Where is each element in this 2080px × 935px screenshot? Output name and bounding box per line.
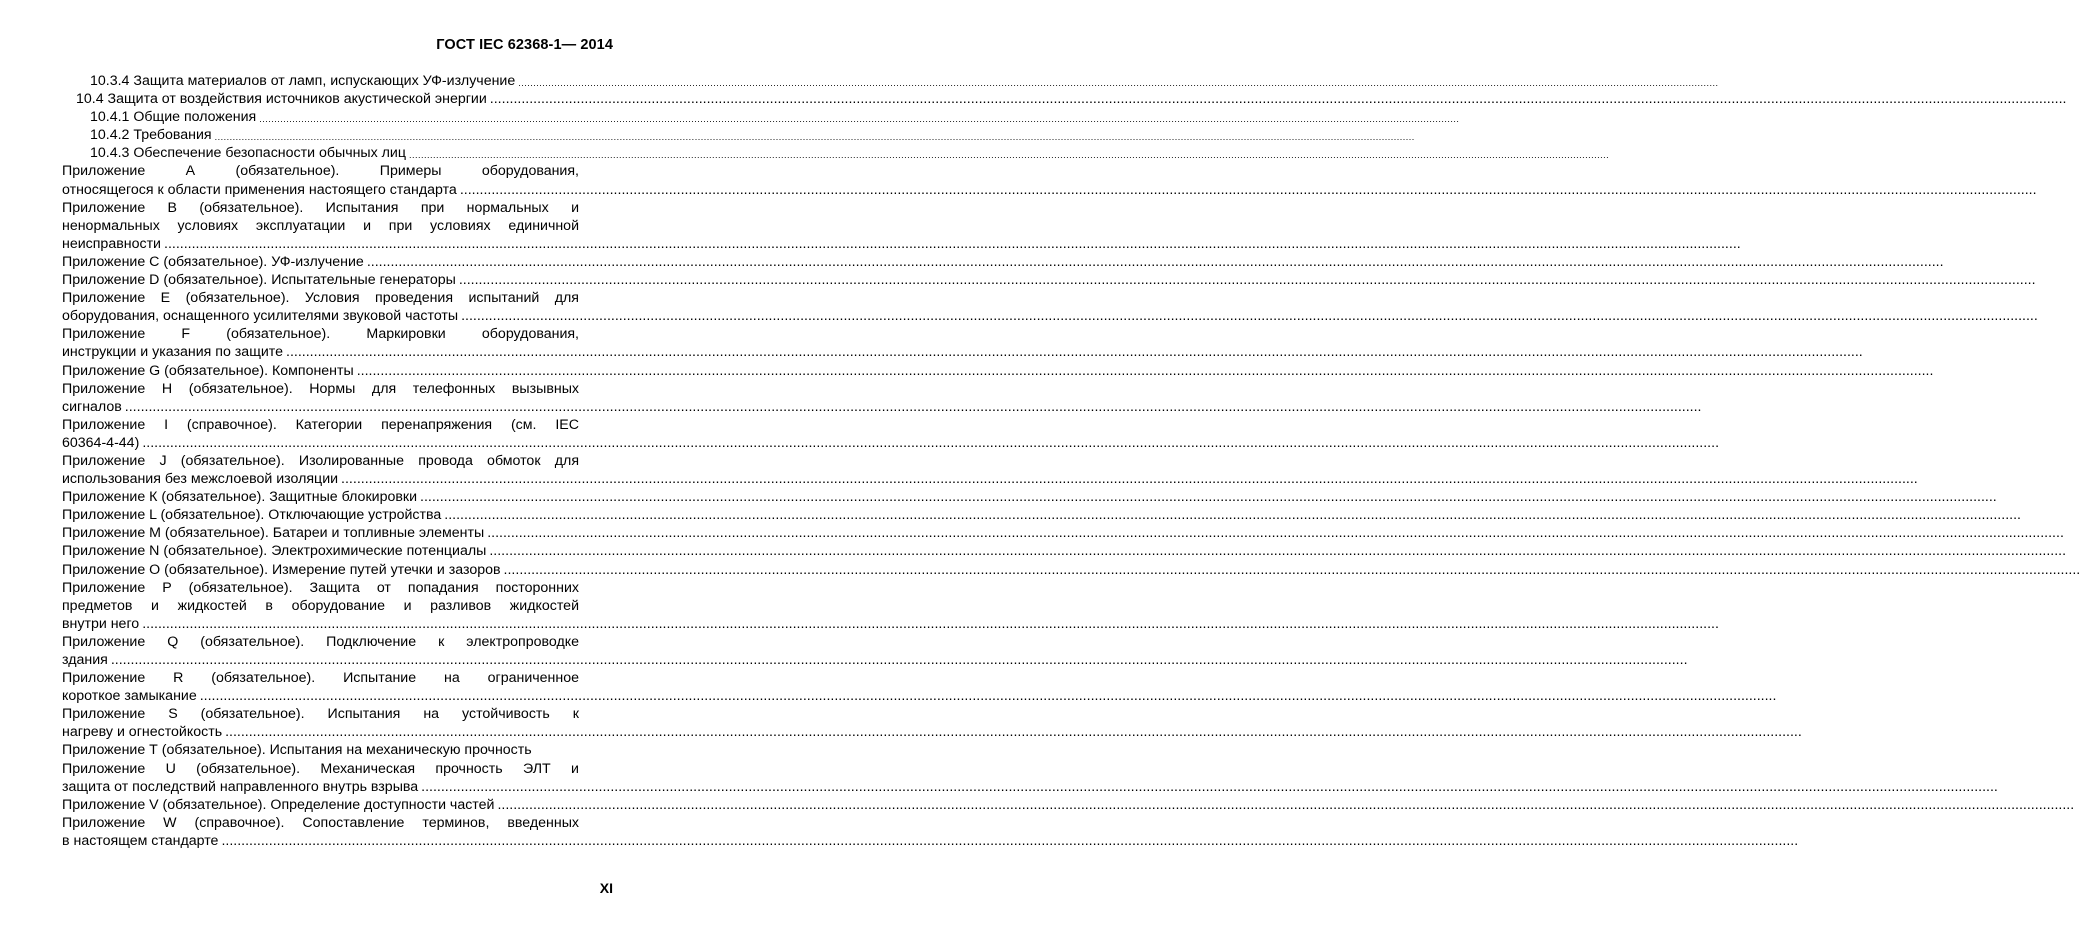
toc-entry	[62, 199, 1741, 253]
toc-entry-title-line: Приложение Р (обязательное). Защита от попадания посторонних	[62, 579, 579, 596]
toc-entry	[62, 814, 1799, 850]
toc-entry-title: Приложение N (обязательное). Электрохимические потенциалы	[62, 543, 487, 560]
dot-leader: ................................................................................................................................................................................................................................................................................................................................................................................................................	[420, 489, 1997, 506]
toc-entry-title-line: Приложение U (обязательное). Механическая прочность ЭЛТ и	[62, 760, 579, 777]
toc-entry-line	[62, 488, 1997, 506]
toc-entry-line	[62, 524, 2064, 542]
toc-entry	[62, 506, 2021, 524]
toc-entry	[62, 542, 2067, 560]
dot-leader: ................................................................................................................................................................................................................................................................................................................................................................................................................	[408, 150, 1610, 161]
dot-leader: ................................................................................................................................................................................................................................................................................................................................................................................................................	[497, 796, 2075, 813]
toc-entry-title-line: Приложение Е (обязательное). Условия проведения испытаний для	[62, 290, 579, 307]
dot-leader: ................................................................................................................................................................................................................................................................................................................................................................................................................	[221, 832, 1799, 849]
toc-entry-line	[62, 235, 1741, 253]
dot-leader: ................................................................................................................................................................................................................................................................................................................................................................................................................	[142, 615, 1719, 632]
dot-leader: ................................................................................................................................................................................................................................................................................................................................................................................................................	[142, 434, 1720, 451]
dot-leader: ................................................................................................................................................................................................................................................................................................................................................................................................................	[461, 308, 2038, 325]
dot-leader: ................................................................................................................................................................................................................................................................................................................................................................................................................	[366, 253, 1944, 270]
toc-entry-title: в настоящем стандарте	[62, 832, 219, 849]
toc-entry	[62, 325, 1863, 361]
toc-entry	[62, 741, 579, 759]
dot-leader: ................................................................................................................................................................................................................................................................................................................................................................................................................	[487, 525, 2064, 542]
toc-entry-title: Приложение L (обязательное). Отключающие устройства	[62, 507, 442, 524]
toc-entry	[62, 108, 1460, 126]
toc-entry	[62, 669, 1777, 705]
dot-leader: ................................................................................................................................................................................................................................................................................................................................................................................................................	[110, 652, 1688, 668]
dot-leader: ................................................................................................................................................................................................................................................................................................................................................................................................................	[164, 235, 1741, 252]
toc-entry-line	[62, 615, 1719, 633]
toc-entry-title: Приложение G (обязательное). Компоненты	[62, 362, 354, 379]
toc-entry-line	[62, 108, 1460, 126]
toc-entry	[62, 271, 2036, 289]
toc-entry-line	[62, 253, 1944, 271]
toc-entry	[62, 90, 2067, 108]
toc-entry	[62, 416, 1720, 452]
toc-entry-title: 10.4.3 Обеспечение безопасности обычных лиц	[90, 145, 406, 162]
toc-entry-title-line: Приложение S (обязательное). Испытания на устойчивость к	[62, 706, 579, 723]
toc-entry	[62, 362, 1934, 380]
toc-entry-title: короткое замыкание	[62, 688, 197, 705]
dot-leader: ................................................................................................................................................................................................................................................................................................................................................................................................................	[444, 507, 2021, 524]
toc-entry	[62, 289, 2038, 325]
toc-entry-line	[62, 181, 2037, 199]
toc-entry-title: Приложение О (обязательное). Измерение путей утечки и зазоров	[62, 561, 501, 578]
toc-entry-title-line: Приложение I (справочное). Категории перенапряжения (см. IEC	[62, 416, 579, 433]
toc-entry	[62, 380, 1702, 416]
toc-entry-title-line: Приложение Q (обязательное). Подключение к электропроводке	[62, 633, 579, 650]
dot-leader: ................................................................................................................................................................................................................................................................................................................................................................................................................	[518, 78, 1719, 89]
toc-entry-line	[62, 126, 1415, 144]
toc-entry-title: Приложение Т (обязательное). Испытания на механическую прочность	[62, 742, 532, 759]
toc-entry-title: сигналов	[62, 398, 122, 415]
dot-leader: ................................................................................................................................................................................................................................................................................................................................................................................................................	[341, 471, 1918, 488]
toc-entry-line	[62, 307, 2038, 325]
toc-entry	[62, 705, 1802, 741]
toc-entry-line	[62, 72, 1719, 90]
toc-entry-title: 10.4 Защита от воздействия источников акустической энергии	[76, 91, 487, 108]
dot-leader: ................................................................................................................................................................................................................................................................................................................................................................................................................	[503, 561, 2080, 578]
toc-entry-title-line: Приложение Н (обязательное). Нормы для телефонных вызывных	[62, 380, 579, 397]
toc-entry-title: 60364-4-44)	[62, 434, 140, 451]
toc-entry	[62, 488, 1997, 506]
toc-entry-title-line: Приложение W (справочное). Сопоставление терминов, введенных	[62, 814, 579, 831]
toc-entry	[62, 452, 1918, 488]
toc-entry-title-line: ненормальных условиях эксплуатации и при условиях единичной	[62, 217, 579, 234]
toc-entry-title: относящегося к области применения настоящего стандарта	[62, 181, 457, 198]
dot-leader: ................................................................................................................................................................................................................................................................................................................................................................................................................	[489, 543, 2067, 560]
toc-entry-title: 10.3.4 Защита материалов от ламп, испускающих УФ-излучение	[90, 73, 516, 89]
toc-entry	[62, 796, 2075, 814]
toc-entry-title-line: Приложение А (обязательное). Примеры оборудования,	[62, 163, 579, 180]
toc-entry-line	[62, 506, 2021, 524]
toc-entry-line	[62, 651, 1688, 669]
toc-entry-title: Приложение К (обязательное). Защитные блокировки	[62, 489, 418, 506]
toc-entry	[62, 579, 1719, 633]
dot-leader: ................................................................................................................................................................................................................................................................................................................................................................................................................	[489, 91, 2067, 108]
toc-entry	[62, 633, 1688, 669]
dot-leader: ................................................................................................................................................................................................................................................................................................................................................................................................................	[124, 398, 1702, 415]
toc-entry-title-line: Приложение F (обязательное). Маркировки оборудования,	[62, 326, 579, 343]
table-of-contents	[62, 72, 2080, 850]
toc-entry	[62, 162, 2037, 198]
dot-leader: ................................................................................................................................................................................................................................................................................................................................................................................................................	[421, 778, 1998, 795]
toc-entry	[62, 126, 1415, 144]
toc-entry-title: Приложение D (обязательное). Испытательные генераторы	[62, 272, 456, 289]
toc-entry-title: 10.4.2 Требования	[90, 127, 212, 144]
toc-entry-title: Приложение V (обязательное). Определение доступности частей	[62, 796, 495, 813]
toc-entry	[62, 72, 1719, 90]
toc-entry	[62, 524, 2064, 542]
toc-entry-line	[62, 832, 1799, 850]
toc-entry-title: внутри него	[62, 615, 140, 632]
toc-entry-line	[62, 90, 2067, 108]
dot-leader: ................................................................................................................................................................................................................................................................................................................................................................................................................	[459, 181, 2037, 198]
dot-leader: ................................................................................................................................................................................................................................................................................................................................................................................................................	[286, 344, 1863, 361]
toc-entry-line	[62, 687, 1777, 705]
toc-entry-title-line: Приложение J (обязательное). Изолированные провода обмоток для	[62, 452, 579, 469]
page-number: XI	[599, 880, 613, 896]
toc-entry-title-line: предметов и жидкостей в оборудование и разливов жидкостей	[62, 597, 579, 614]
toc-entry-line	[62, 362, 1934, 380]
dot-leader: ................................................................................................................................................................................................................................................................................................................................................................................................................	[199, 688, 1777, 705]
toc-entry-line	[62, 434, 1720, 452]
dot-leader: ................................................................................................................................................................................................................................................................................................................................................................................................................	[225, 724, 1802, 741]
toc-entry-title: использования без межслоевой изоляции	[62, 471, 339, 488]
toc-entry-line	[62, 144, 1610, 162]
document-header: ГОСТ IEC 62368-1— 2014	[436, 37, 613, 53]
dot-leader: ................................................................................................................................................................................................................................................................................................................................................................................................................	[259, 114, 1460, 125]
dot-leader: ................................................................................................................................................................................................................................................................................................................................................................................................................	[458, 272, 2036, 289]
toc-entry	[62, 253, 1944, 271]
toc-entry	[62, 144, 1610, 162]
toc-entry-title: оборудования, оснащенного усилителями звуковой частоты	[62, 308, 459, 325]
toc-entry-line	[62, 398, 1702, 416]
toc-entry-title: Приложение С (обязательное). УФ-излучение	[62, 253, 364, 270]
toc-entry-line	[62, 470, 1918, 488]
toc-entry-title: неисправности	[62, 235, 161, 252]
toc-entry-line	[62, 542, 2067, 560]
toc-entry-title: нагреву и огнестойкость	[62, 724, 223, 741]
dot-leader: ................................................................................................................................................................................................................................................................................................................................................................................................................	[356, 362, 1934, 379]
toc-entry-line	[62, 796, 2075, 814]
toc-entry-title-line: Приложение R (обязательное). Испытание на ограниченное	[62, 670, 579, 687]
toc-entry-title: инструкции и указания по защите	[62, 344, 284, 361]
toc-entry-title: защита от последствий направленного внутрь взрыва	[62, 778, 419, 795]
toc-entry-title: Приложение М (обязательное). Батареи и топливные элементы	[62, 525, 485, 542]
toc-entry-line	[62, 778, 1998, 796]
dot-leader: ................................................................................................................................................................................................................................................................................................................................................................................................................	[214, 132, 1415, 143]
toc-entry-line	[62, 343, 1863, 361]
toc-entry	[62, 760, 1998, 796]
toc-entry-title-line: Приложение В (обязательное). Испытания при нормальных и	[62, 199, 579, 216]
toc-entry-line	[62, 723, 1802, 741]
toc-entry	[62, 561, 2080, 579]
toc-entry-line	[62, 271, 2036, 289]
toc-entry-title: 10.4.1 Общие положения	[90, 109, 257, 126]
toc-entry-line	[62, 561, 2080, 579]
toc-entry-title: здания	[62, 652, 108, 668]
